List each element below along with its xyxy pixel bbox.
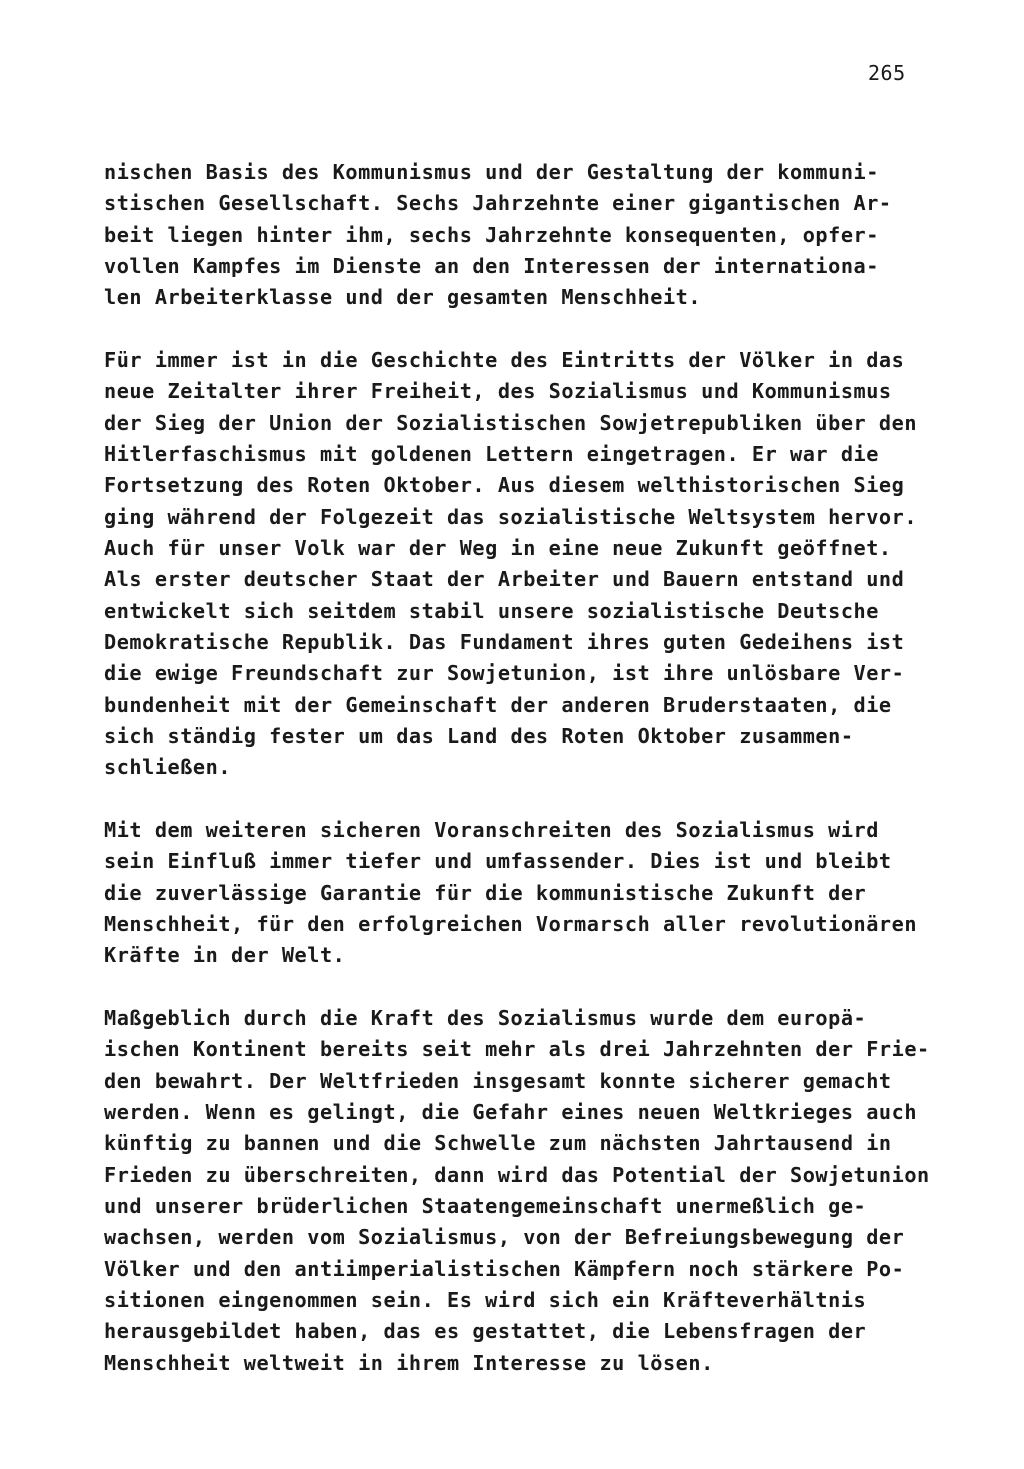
text-line: sitionen eingenommen sein. Es wird sich ein Kräfteverhältnis [104, 1288, 867, 1312]
text-line: stischen Gesellschaft. Sechs Jahrzehnte einer gigantischen Ar- [104, 191, 892, 215]
text-line: Maßgeblich durch die Kraft des Sozialismus wurde dem europä- [104, 1006, 867, 1030]
text-line: Kräfte in der Welt. [104, 943, 346, 967]
text-line: ischen Kontinent bereits seit mehr als drei Jahrzehnten der Frie- [104, 1037, 930, 1061]
text-line: Demokratische Republik. Das Fundament ihres guten Gedeihens ist [104, 630, 905, 654]
text-line: nischen Basis des Kommunismus und der Gestaltung der kommuni- [104, 160, 879, 184]
text-line: schließen. [104, 755, 232, 779]
page-number: 265 [868, 61, 906, 85]
text-line: werden. Wenn es gelingt, die Gefahr eines neuen Weltkrieges auch [104, 1100, 918, 1124]
text-line: bundenheit mit der Gemeinschaft der anderen Bruderstaaten, die [104, 693, 892, 717]
text-line: Fortsetzung des Roten Oktober. Aus diesem welthistorischen Sieg [104, 473, 905, 497]
text-line: Frieden zu überschreiten, dann wird das Potential der Sowjetunion [104, 1163, 930, 1187]
text-line: Hitlerfaschismus mit goldenen Lettern eingetragen. Er war die [104, 442, 879, 466]
text-line: künftig zu bannen und die Schwelle zum nächsten Jahrtausend in [104, 1131, 892, 1155]
text-line: sich ständig fester um das Land des Roten Oktober zusammen- [104, 724, 854, 748]
text-line: Völker und den antiimperialistischen Kämpfern noch stärkere Po- [104, 1257, 905, 1281]
text-line: die zuverlässige Garantie für die kommunistische Zukunft der [104, 881, 867, 905]
text-line: der Sieg der Union der Sozialistischen Sowjetrepubliken über den [104, 411, 918, 435]
text-line: Mit dem weiteren sicheren Voranschreiten des Sozialismus wird [104, 818, 879, 842]
text-line: Für immer ist in die Geschichte des Eintritts der Völker in das [104, 348, 905, 372]
text-line: herausgebildet haben, das es gestattet, die Lebensfragen der [104, 1319, 867, 1343]
text-line: neue Zeitalter ihrer Freiheit, des Sozialismus und Kommunismus [104, 379, 892, 403]
text-line: Menschheit weltweit in ihrem Interesse zu lösen. [104, 1351, 714, 1375]
text-line: Als erster deutscher Staat der Arbeiter und Bauern entstand und [104, 567, 905, 591]
text-line: die ewige Freundschaft zur Sowjetunion, ist ihre unlösbare Ver- [104, 661, 905, 685]
text-line: beit liegen hinter ihm, sechs Jahrzehnte konsequenten, opfer- [104, 223, 879, 247]
text-line: Menschheit, für den erfolgreichen Vormarsch aller revolutionären [104, 912, 918, 936]
text-line: len Arbeiterklasse und der gesamten Menschheit. [104, 285, 702, 309]
text-line: entwickelt sich seitdem stabil unsere sozialistische Deutsche [104, 599, 879, 623]
text-line: sein Einfluß immer tiefer und umfassender. Dies ist und bleibt [104, 849, 892, 873]
text-line: ging während der Folgezeit das sozialistische Weltsystem hervor. [104, 505, 918, 529]
text-line: den bewahrt. Der Weltfrieden insgesamt konnte sicherer gemacht [104, 1069, 892, 1093]
text-line: wachsen, werden vom Sozialismus, von der Befreiungsbewegung der [104, 1225, 905, 1249]
text-line: vollen Kampfes im Dienste an den Interessen der internationa- [104, 254, 879, 278]
text-line: Auch für unser Volk war der Weg in eine neue Zukunft geöffnet. [104, 536, 892, 560]
text-line: und unserer brüderlichen Staatengemeinschaft unermeßlich ge- [104, 1194, 867, 1218]
